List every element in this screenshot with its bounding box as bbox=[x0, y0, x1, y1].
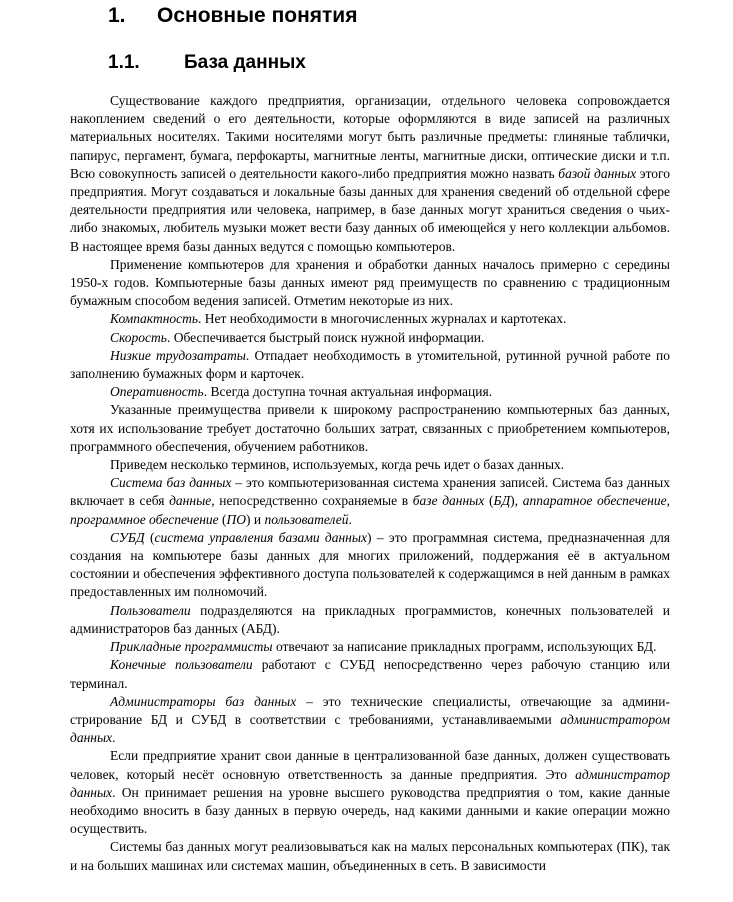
text-run: Системы баз данных могут реализовываться как на малых персональных компьютерах (ПК), так и на больших машинах или системах машин, объединенных в сеть. В зависимости bbox=[70, 839, 670, 873]
paragraph bbox=[70, 602, 670, 638]
text-run: – это компьютеризованная система хранения записей. Система баз данных включает в себя bbox=[70, 475, 670, 509]
text-run: . bbox=[112, 730, 116, 746]
text-run: . bbox=[348, 511, 352, 527]
paragraph bbox=[70, 747, 670, 838]
text-run: ), bbox=[510, 493, 523, 509]
text-run: . Обеспечивается быстрый поиск нужной информации. bbox=[166, 329, 485, 345]
italic-term: ПО bbox=[226, 511, 247, 527]
text-run: . Нет необходимости в многочисленных журналах и картотеках. bbox=[198, 311, 567, 327]
heading-2-title: База данных bbox=[184, 52, 306, 73]
text-run: работают с СУБД непосредственно через рабочую станцию или терминал. bbox=[70, 657, 670, 691]
text-run: . Отпадает необходимость в утомительной, рутинной ручной работе по заполнению бумажных форм и карточек. bbox=[70, 347, 670, 382]
text-run: Применение компьютеров для хранения и обработки данных началось примерно с середины 1950-х годов. Компьютерные базы данных имеют ряд преимуществ по сравнению с традиционным бумажным способом ведения записей. Отметим некоторые из них. bbox=[70, 256, 670, 309]
italic-term: Скорость bbox=[110, 329, 167, 345]
paragraph bbox=[70, 474, 670, 529]
heading-1-title: Основные понятия bbox=[157, 4, 358, 27]
italic-term: данные bbox=[169, 493, 212, 509]
text-run: Указанные преимущества привели к широкому распространению компьютерных баз данных, хотя их использование требует достаточно больших затрат, связанных с приобретением компьютеров, программного обеспечения, обучением работников. bbox=[70, 402, 670, 454]
paragraph bbox=[70, 401, 670, 456]
text-run: Приведем несколько терминов, используемых, когда речь идет о базах данных. bbox=[110, 457, 565, 473]
italic-term: Конечные пользователи bbox=[110, 657, 253, 673]
paragraph bbox=[70, 838, 670, 874]
heading-2 bbox=[108, 52, 306, 74]
italic-term: администратор данных bbox=[70, 766, 670, 800]
text-run: ) и bbox=[246, 511, 265, 527]
heading-1-number: 1. bbox=[108, 4, 126, 27]
text-run: ( bbox=[144, 529, 155, 545]
text-run: . Всегда доступна точная актуальная информация. bbox=[203, 384, 493, 400]
paragraph bbox=[70, 638, 670, 656]
italic-term: Прикладные программисты bbox=[110, 639, 273, 655]
italic-term: базой данных bbox=[558, 165, 637, 181]
text-run: ( bbox=[218, 511, 227, 527]
paragraph bbox=[70, 693, 670, 748]
paragraph bbox=[70, 529, 670, 602]
text-run: ( bbox=[484, 493, 494, 509]
text-run: подразделяются на прикладных программистов, конечных пользователей и администраторов баз данных (АБД). bbox=[70, 602, 670, 636]
italic-term: Система баз данных bbox=[110, 475, 232, 491]
text-run: ) – это программная система, предназначенная для создания на компьютере базы данных для многих приложений, поддержания её в актуальном состоянии и обеспечения эффективного доступа пользователей к содержащимся в ней данным в рамках предоставленных им полномочий. bbox=[70, 529, 671, 600]
text-run: . Он принимает решения на уровне высшего руководства предприятия о том, какие данные необходимо вносить в базу данных в первую очередь, над какими данными и какие операции можно осуществить. bbox=[70, 784, 670, 837]
text-run: – это технические специалисты, отвечающие за администрирование БД и СУБД в соответствии с требованиями, устанавливаемыми bbox=[70, 693, 670, 727]
italic-term: БД bbox=[493, 493, 511, 509]
text-run: этого предприятия. Могут создаваться и локальные базы данных для хранения сведений об отдельной сфере деятельности предприятия или человека, например, в базе данных могут храниться сведения о чьих-либо знакомых, любитель музыки может вести базу данных об имеющейся у него коллекции альбомов. В настоящее время базы данных ведутся с помощью компьютеров. bbox=[70, 165, 670, 254]
paragraph bbox=[70, 456, 670, 474]
italic-term: базе данных bbox=[412, 493, 485, 509]
text-run: , непосредственно сохраняемые в bbox=[211, 493, 413, 509]
text-run: Существование каждого предприятия, организации, отдельного человека сопровождается накоплением сведений о его деятельности, которые оформляются в виде записей на различных материальных носителях. Такими носителями могут быть различные предметы: глиняные таблички, папирус, пергамент, бумага, перфокарты, магнитные ленты, магнитные диски, оптические диски и т.п. Всю совокупность записей о деятельности какого-либо предприятия можно назвать bbox=[70, 93, 670, 181]
italic-term: СУБД bbox=[110, 529, 145, 545]
text-run: отвечают за написание прикладных программ, использующих БД. bbox=[272, 639, 657, 655]
paragraph bbox=[70, 656, 670, 692]
italic-term: система управления базами данных bbox=[154, 529, 368, 545]
italic-term: Пользователи bbox=[110, 602, 191, 618]
italic-term: Администраторы баз данных bbox=[110, 693, 297, 709]
italic-term: Компактность bbox=[110, 311, 199, 327]
italic-term: администратором данных bbox=[70, 711, 670, 746]
paragraph bbox=[70, 383, 670, 401]
paragraph bbox=[70, 329, 670, 347]
body-text bbox=[70, 92, 670, 875]
heading-1 bbox=[108, 4, 357, 28]
paragraph bbox=[70, 256, 670, 311]
text-run: Если предприятие хранит свои данные в централизованной базе данных, должен существовать человек, который несёт основную ответственность за данные предприятия. Это bbox=[70, 748, 670, 782]
heading-2-number: 1.1. bbox=[108, 52, 140, 73]
italic-term: программное обеспечение bbox=[70, 511, 219, 527]
paragraph bbox=[70, 310, 670, 328]
italic-term: Низкие трудозатраты bbox=[110, 347, 246, 363]
italic-term: пользователей bbox=[264, 511, 349, 527]
paragraph bbox=[70, 92, 670, 256]
italic-term: аппаратное обеспечение bbox=[522, 493, 667, 509]
italic-term: Оперативность bbox=[110, 384, 204, 400]
paragraph bbox=[70, 347, 670, 383]
text-run: , bbox=[666, 493, 670, 509]
